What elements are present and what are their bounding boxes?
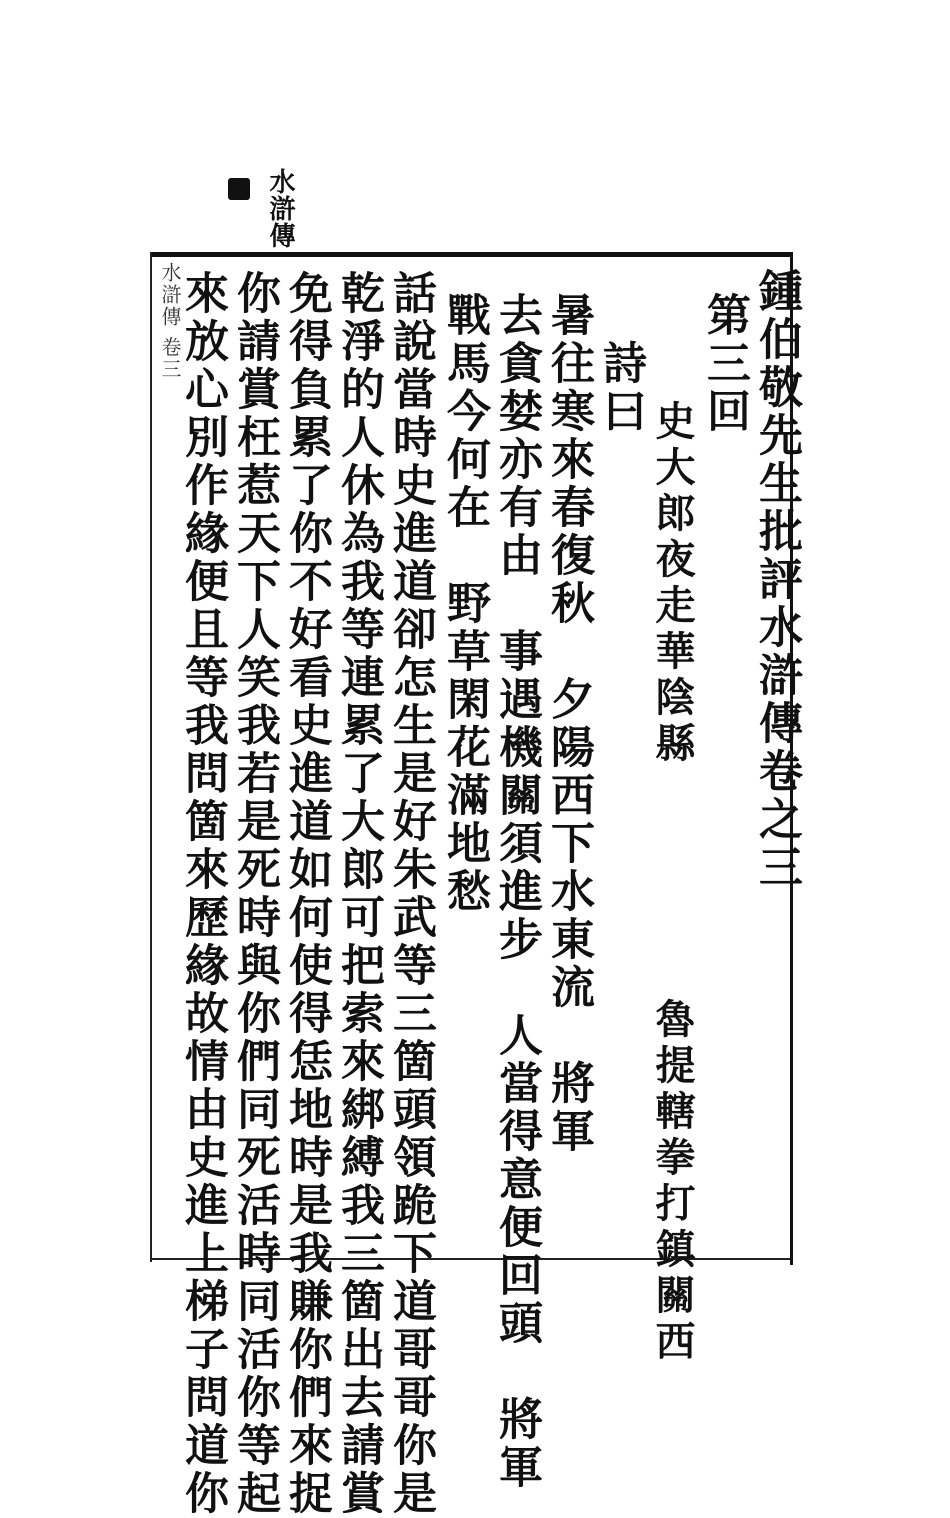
chapter-title: 史大郎夜走華陰縣 魯提轄拳打鎮關西 [649,400,696,1366]
seal-mark [228,178,250,200]
text-column: 戰馬今何在 野草閑花滿地愁 [439,292,490,916]
chapter-number: 第三回 [699,292,750,436]
text-column: 話說當時史進道卻怎生是好朱武等三箇頭領跪下道哥哥你是 [385,270,436,1518]
text-column: 免得負累了你不好看史進道如何使得恁地時是我賺你們來捉 [281,270,332,1518]
margin-strip: 水滸傳 卷三 [158,262,182,381]
text-column: 去貪婪亦有由 事遇機關須進步 人當得意便回頭 將軍 [491,292,542,1492]
text-column: 乾淨的人休為我等連累了大郎可把索來綁縛我三箇出去請賞 [333,270,384,1518]
text-column: 你請賞枉惹天下人笑我若是死時與你們同死活時同活你等起 [229,270,280,1518]
text-column: 來放心別作緣便且等我問箇來歷緣故情由史進上梯子問道你 [177,270,228,1518]
text-column: 暑往寒來春復秋 夕陽西下水東流 將軍 [543,292,594,1156]
book-title: 鍾伯敬先生批評水滸傳卷之三 [751,268,802,892]
side-label: 水滸傳 [265,168,295,249]
fold-line [150,252,152,1262]
poem-heading: 詩曰 [595,340,646,436]
